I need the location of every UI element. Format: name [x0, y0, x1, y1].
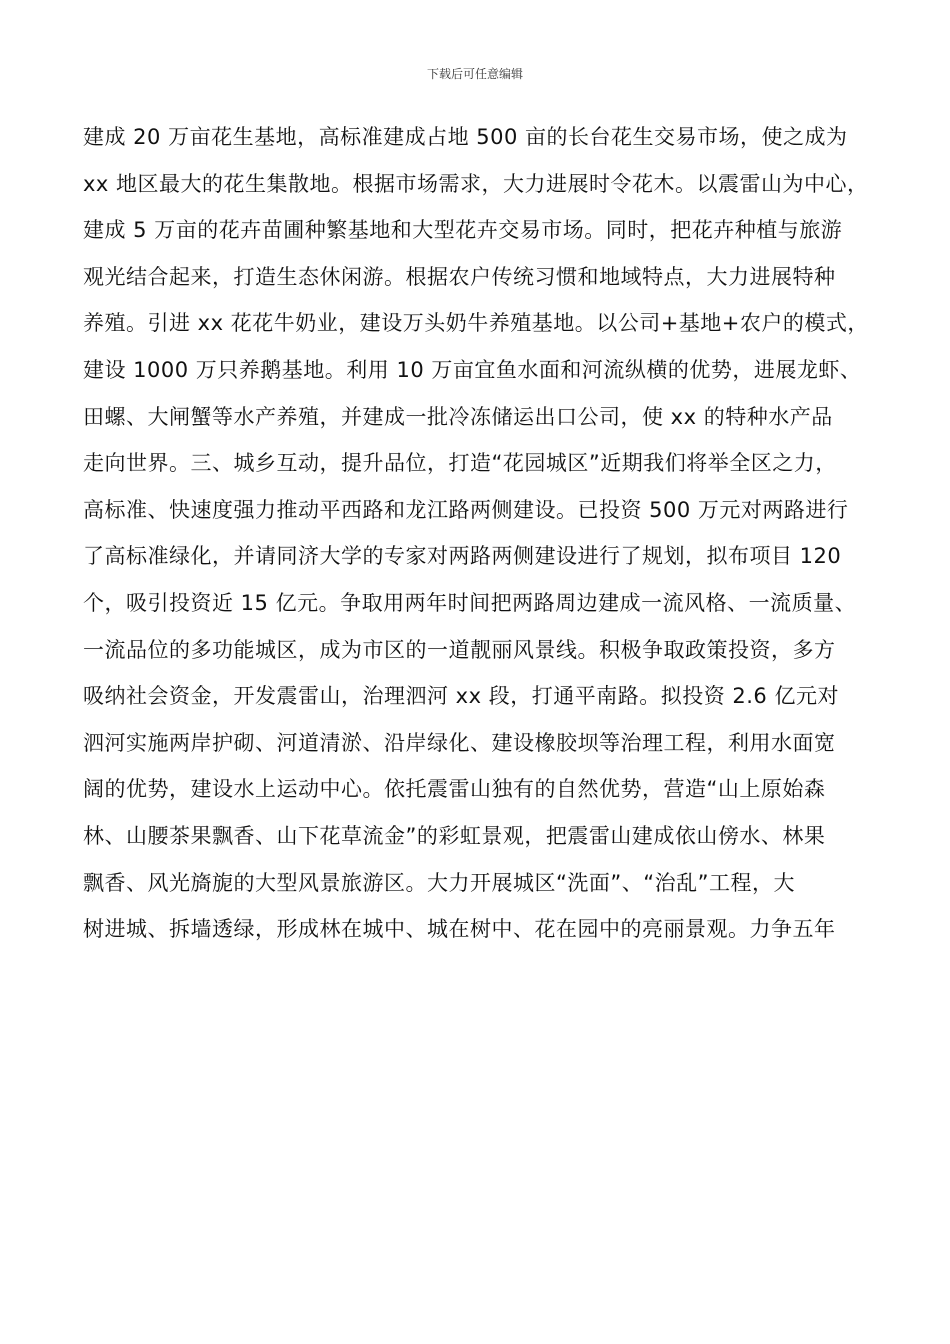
text-line: 阔的优势，建设水上运动中心。依托震雷山独有的自然优势，营造“山上原始森 — [83, 777, 826, 802]
text-line: 建设 1000 万只养鹅基地。利用 10 万亩宜鱼水面和河流纵横的优势，进展龙虾、 — [83, 357, 862, 382]
text-line: 树进城、拆墙透绿，形成林在城中、城在树中、花在园中的亮丽景观。力争五年 — [83, 917, 836, 942]
text-line: 林、山腰茶果飘香、山下花草流金”的彩虹景观，把震雷山建成依山傍水、林果 — [83, 823, 826, 848]
text-line: 建成 20 万亩花生基地，高标准建成占地 500 亩的长台花生交易市场，使之成为 — [83, 125, 848, 149]
text-line: xx 地区最大的花生集散地。根据市场需求，大力进展时令花木。以震雷山为中心， — [83, 171, 869, 196]
text-line: 养殖。引进 xx 花花牛奶业，建设万头奶牛养殖基地。以公司+基地+农户的模式， — [83, 311, 869, 336]
text-line: 观光结合起来，打造生态休闲游。根据农户传统习惯和地域特点，大力进展特种 — [83, 264, 836, 289]
page-header: 下载后可任意编辑 — [426, 67, 523, 81]
text-line: 建成 5 万亩的花卉苗圃种繁基地和大型花卉交易市场。同时，把花卉种植与旅游 — [83, 218, 843, 243]
text-line: 田螺、大闸蟹等水产养殖，并建成一批冷冻储运出口公司，使 xx 的特种水产品 — [83, 404, 833, 429]
text-line: 泗河实施两岸护砌、河道清淤、沿岸绿化、建设橡胶坝等治理工程，利用水面宽 — [83, 730, 836, 755]
text-line: 高标准、快速度强力推动平西路和龙江路两侧建设。已投资 500 万元对两路进行 — [83, 497, 849, 522]
text-line: 一流品位的多功能城区，成为市区的一道靓丽风景线。积极争取政策投资，多方 — [83, 637, 836, 662]
text-line: 走向世界。三、城乡互动，提升品位，打造“花园城区”近期我们将举全区之力， — [83, 451, 837, 476]
text-line: 个，吸引投资近 15 亿元。争取用两年时间把两路周边建成一流风格、一流质量、 — [83, 590, 857, 615]
body-text — [83, 114, 883, 953]
text-line: 了高标准绿化，并请同济大学的专家对两路两侧建设进行了规划，拟布项目 120 — [83, 544, 842, 569]
text-line: 吸纳社会资金，开发震雷山，治理泗河 xx 段，打通平南路。拟投资 2.6 亿元对 — [83, 684, 839, 709]
text-line: 飘香、风光旖旎的大型风景旅游区。大力开展城区“洗面”、“治乱”工程，大 — [83, 870, 796, 895]
